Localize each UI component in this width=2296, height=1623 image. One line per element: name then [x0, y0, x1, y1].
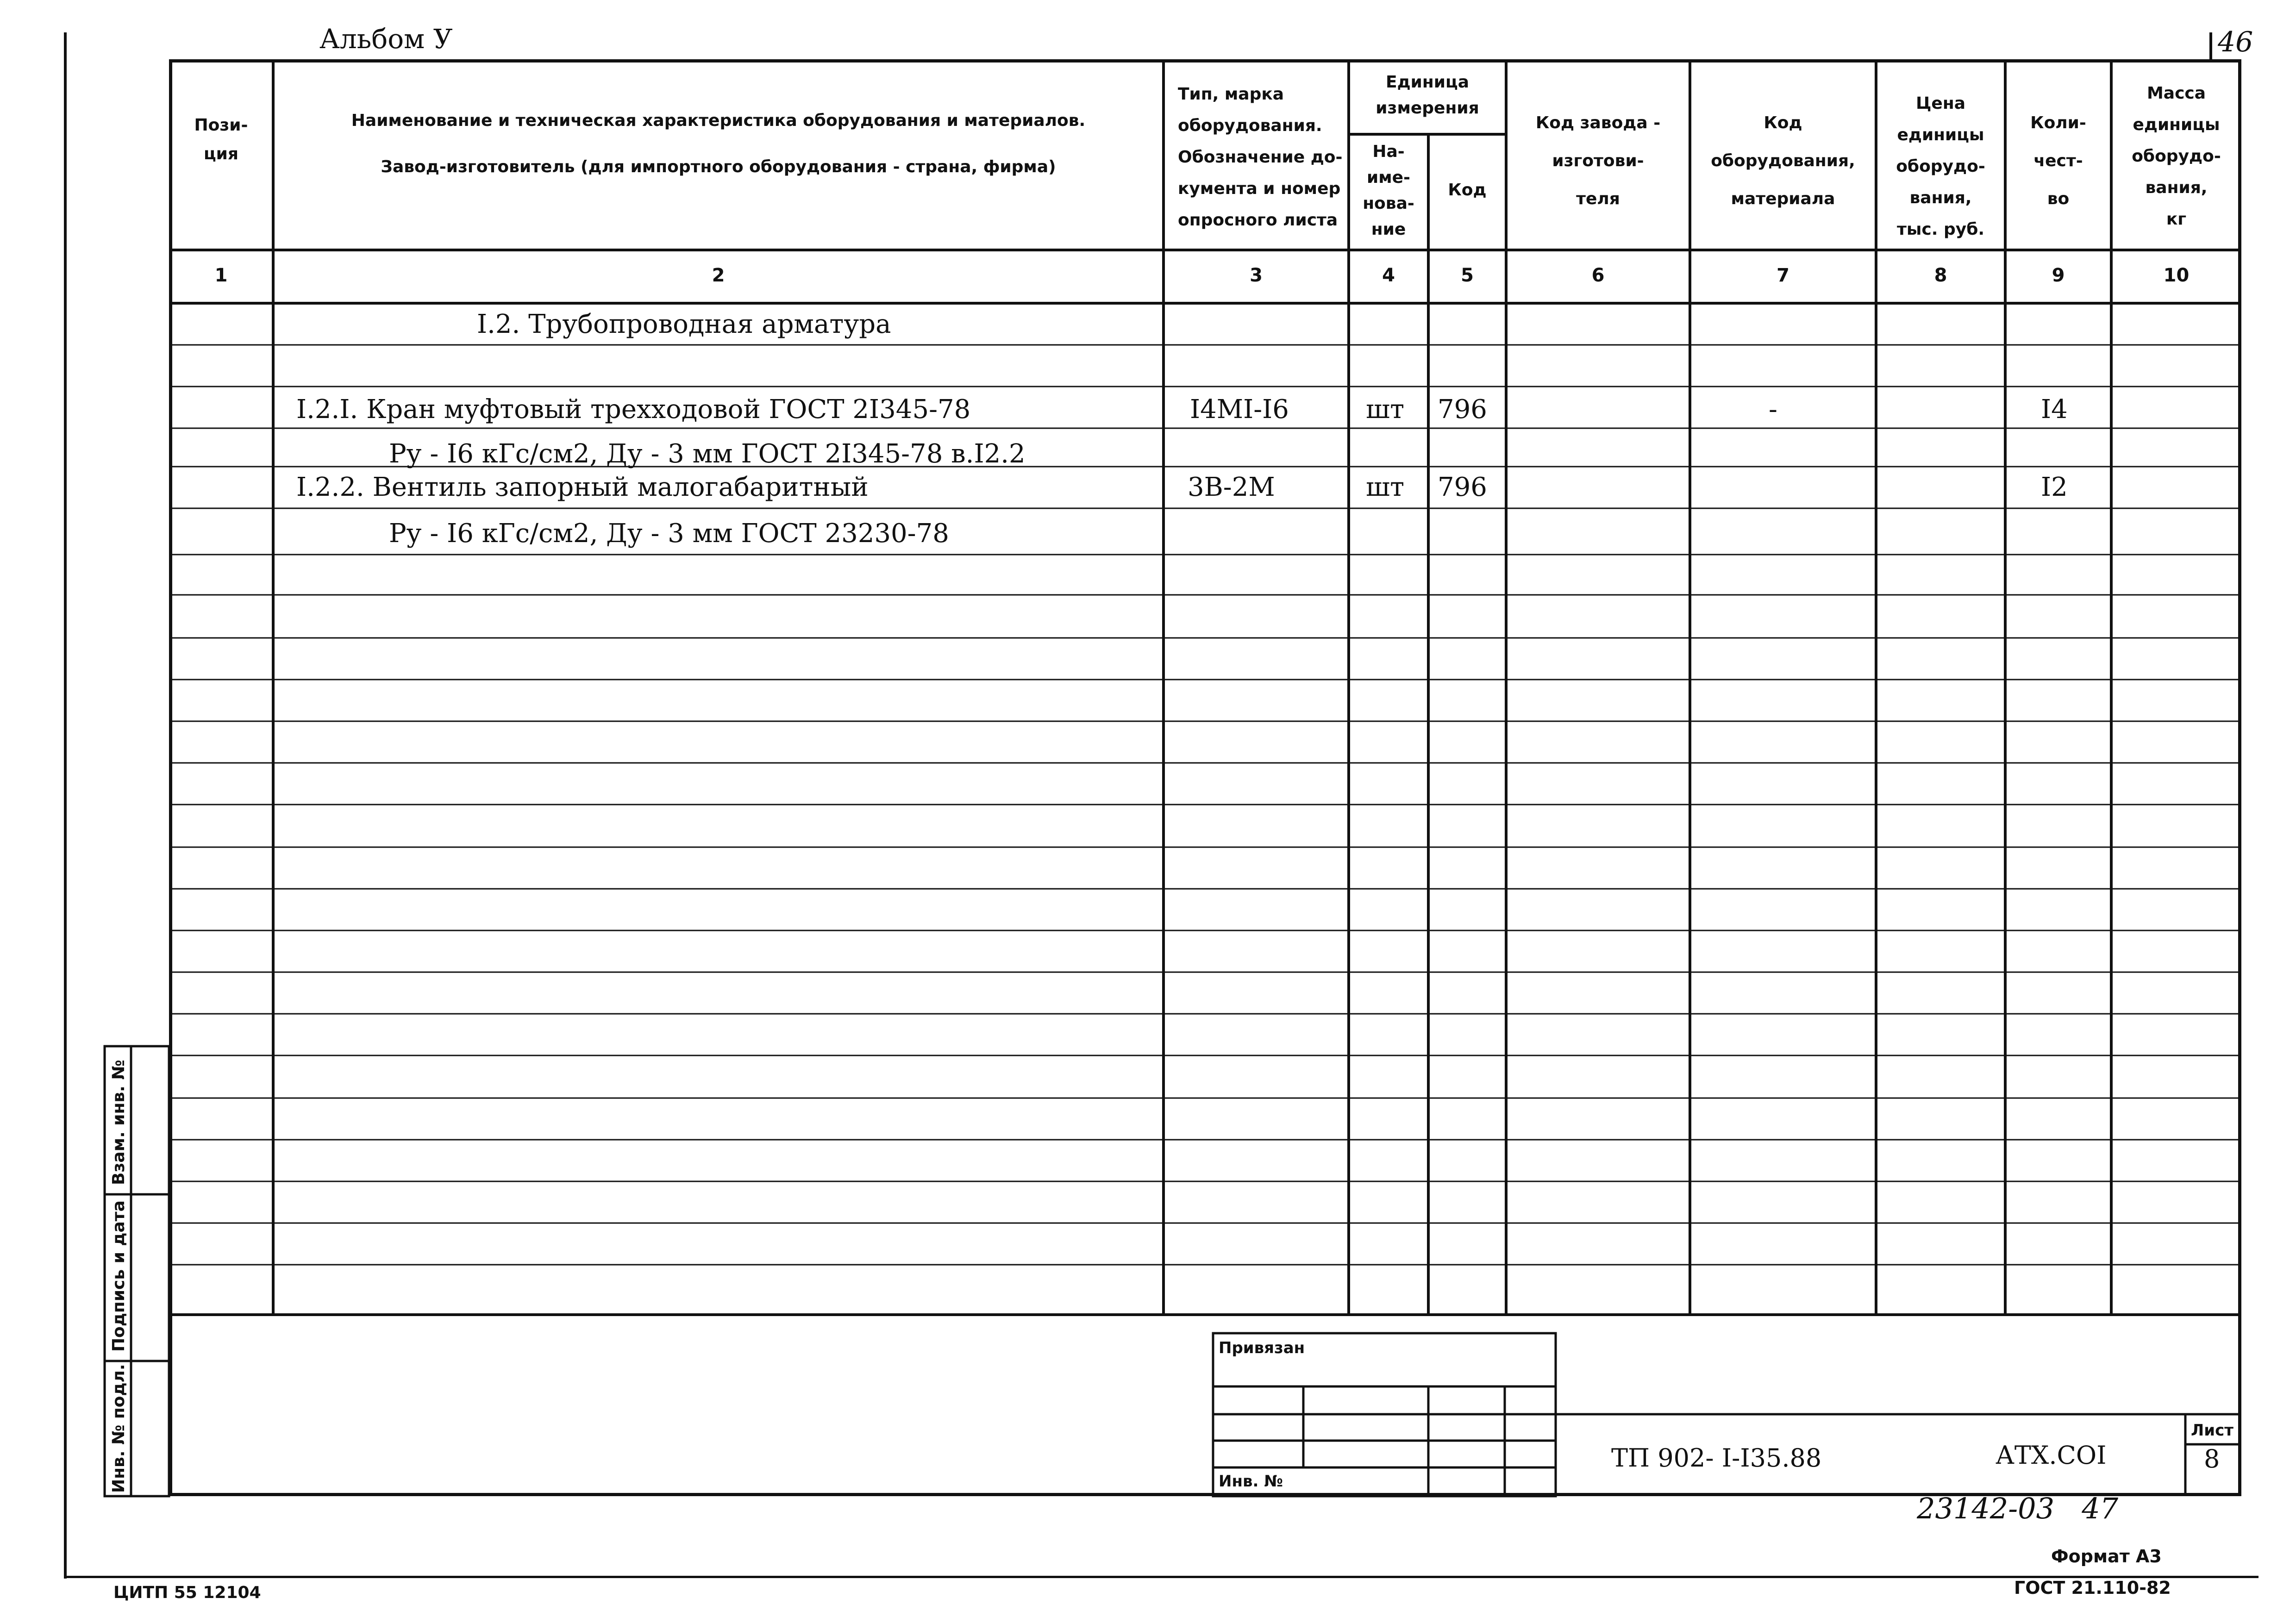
- handwritten-number: 23142-03 47: [1917, 1492, 2119, 1525]
- sheet-label: Лист: [2191, 1421, 2233, 1440]
- sheet-number: 8: [2204, 1444, 2220, 1473]
- column-number-9: 9: [2052, 265, 2065, 286]
- album-title: Альбом У: [319, 23, 453, 55]
- document-code: ТП 902- I-I35.88: [1611, 1443, 1822, 1473]
- column-number-5: 5: [1461, 265, 1474, 286]
- side-label-replacement-inventory: Взам. инв. №: [109, 1060, 128, 1185]
- column-number-1: 1: [214, 265, 228, 286]
- header-name-line1: Наименование и техническая характеристика оборудования и материалов.: [351, 111, 1086, 130]
- footer-format: Формат А3: [2051, 1546, 2162, 1567]
- header-mass: Масса единицы оборудо- вания, кг: [2132, 84, 2221, 229]
- column-number-6: 6: [1591, 265, 1605, 286]
- header-unit-group: Единица измерения: [1376, 73, 1479, 118]
- column-number-4: 4: [1382, 265, 1395, 286]
- header-unit-code: Код: [1448, 181, 1487, 200]
- item2-code: 796: [1438, 472, 1487, 502]
- footer-gost: ГОСТ 21.110-82: [2014, 1578, 2171, 1598]
- header-type: Тип, марка оборудования. Обозначение до- кумента и номер опросного листа: [1178, 85, 1343, 230]
- section-title: I.2. Трубопроводная арматура: [477, 309, 891, 339]
- header-equipment-code: Код оборудования, материала: [1711, 113, 1855, 208]
- header-price: Цена единицы оборудо- вания, тыс. руб.: [1896, 94, 1985, 239]
- item2-unit: шт: [1366, 472, 1405, 502]
- side-label-original-inventory: Инв. № подл.: [109, 1364, 128, 1493]
- item1-detail: Ру - I6 кГс/см2, Ду - 3 мм ГОСТ 2I345-78 в.I2.2: [389, 439, 1026, 469]
- footer-left-code: ЦИТП 55 12104: [113, 1583, 261, 1602]
- sheet-code: АТХ.СОI: [1996, 1441, 2107, 1470]
- item1-code: 796: [1438, 394, 1487, 424]
- page-corner-number: 46: [2218, 26, 2253, 58]
- side-label-signature-date: Подпись и дата: [109, 1200, 128, 1352]
- item2-detail: Ру - I6 кГс/см2, Ду - 3 мм ГОСТ 23230-78: [389, 518, 949, 549]
- item2-type: 3В-2М: [1188, 472, 1275, 502]
- header-factory-code: Код завода - изготови- теля: [1535, 113, 1661, 208]
- column-number-3: 3: [1250, 265, 1263, 286]
- header-name-line2: Завод-изготовитель (для импортного оборудования - страна, фирма): [381, 157, 1056, 176]
- header-unit-name: На- име- нова- ние: [1363, 142, 1414, 239]
- column-number-7: 7: [1777, 265, 1789, 286]
- stamp-inventory-label: Инв. №: [1219, 1472, 1283, 1491]
- item1-quantity: I4: [2041, 394, 2068, 424]
- item1-type: I4MI-I6: [1190, 394, 1289, 424]
- stamp-attached-label: Привязан: [1219, 1339, 1305, 1357]
- header-position: Пози- ция: [194, 116, 248, 163]
- item1-name: I.2.I. Кран муфтовый трехходовой ГОСТ 2I345-78: [296, 394, 971, 424]
- header-quantity: Коли- чест- во: [2030, 113, 2086, 208]
- item1-unit: шт: [1366, 394, 1405, 424]
- column-number-8: 8: [1934, 265, 1947, 286]
- item2-name: I.2.2. Вентиль запорный малогабаритный: [296, 472, 869, 502]
- column-number-2: 2: [712, 265, 725, 286]
- item2-quantity: I2: [2041, 472, 2068, 502]
- item1-equipment-code: -: [1769, 394, 1777, 424]
- column-number-10: 10: [2163, 265, 2190, 286]
